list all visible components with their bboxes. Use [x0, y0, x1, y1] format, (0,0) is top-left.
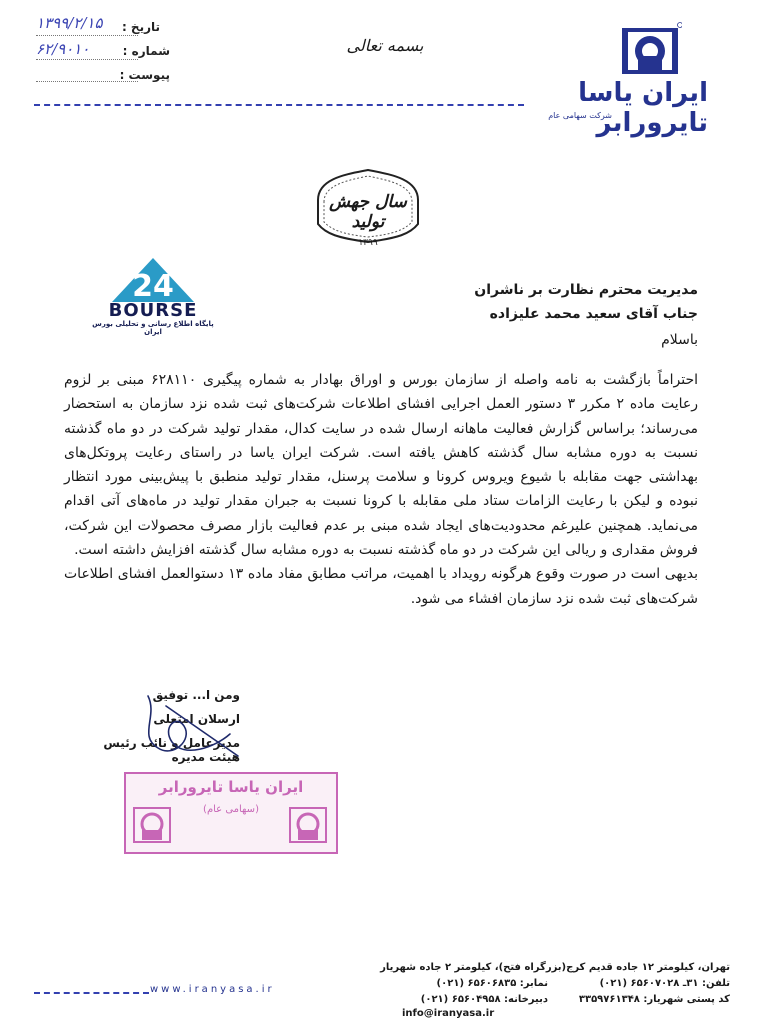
stamp-logo-left-icon [132, 806, 172, 844]
footer-fax: نمابر: ۶۵۶۰۶۸۳۵ (۰۲۱) [436, 978, 548, 989]
signer-name: ارسلان امتعلی [153, 712, 240, 726]
number-value: ۶۲/۹۰۱۰ [36, 40, 90, 58]
date-line [36, 34, 138, 36]
footer-phone: تلفن: ۳۱ـ ۶۵۶۰۷۰۲۸ (۰۲۱) [599, 978, 730, 989]
letter-body [64, 368, 698, 611]
bourse-tagline: پایگاه اطلاع رسانی و تحلیلی بورس ایران [92, 320, 214, 336]
emblem-text: سال جهش تولید [329, 192, 407, 232]
stamp-title: ایران یاسا تایرورابر [158, 778, 304, 796]
footer-email[interactable]: info@iranyasa.ir [402, 1008, 495, 1019]
footer-divider [34, 992, 149, 994]
date-label: تاریخ : [121, 20, 160, 34]
svg-text:24: 24 [132, 269, 174, 302]
footer-postal-code: کد پستی شهریار: ۳۳۵۹۷۶۱۳۴۸ [578, 994, 730, 1005]
bourse-name: BOURSE [108, 300, 198, 321]
signer-title: مدیرعامل و نائب رئیس هیئت مدیره [103, 736, 240, 764]
company-stamp [124, 772, 338, 854]
header-divider [34, 104, 524, 106]
handwritten-signature-icon [118, 686, 248, 766]
body-paragraph-1: احتراماً بازگشت به نامه واصله از سازمان بورس و اوراق بهادار به شماره پیگیری ۶۲۸۱۱۰ مبنی بر لزوم رعایت ماده ۲ مکرر ۳ دستور العمل اجرایی افشای اطلاعات شرکت‌های ثبت شده نزد سازمان به استحضار می‌رساند؛ براساس گزارش فعالیت ماهانه ارسال شده در سایت کدال، مقدار تولید شرکت در دو ماه گذشته نسبت به دوره مشابه سال گذشته کاهش یافته است. شرکت ایران یاسا در راستای رعایت پروتکل‌های بهداشتی جهت مقابله با شیوع ویروس کرونا و سلامت پرسنل، مقدار تولید منطبق با پیش‌بینی مورد انتظار نبوده و لیکن با رعایت الزامات ستاد ملی مقابله با کرونا نسبت به جبران مقدار تولید در ماه‌های آتی اقدام می‌نماید. همچنین علیرغم محدودیت‌های ایجاد شده مبنی بر عدم فعالیت بازار مصرف محصولات این شرکت، فروش مقداری و ریالی این شرکت در دو ماه گذشته نسبت به دوره مشابه سال گذشته افزایش داشته است. [64, 372, 698, 559]
attachment-label: پیوست : [119, 68, 170, 82]
number-label: شماره : [122, 44, 170, 58]
footer-address: تهران، کیلومتر ۱۲ جاده قدیم کرج(بزرگراه فتح)، کیلومتر ۲ جاده شهریار [380, 962, 730, 973]
number-line [36, 58, 138, 60]
date-value: ۱۳۹۹/۲/۱۵ [36, 14, 103, 32]
brand-subtitle: شرکت سهامی عام [548, 111, 612, 120]
addressee-line2: جناب آقای سعید محمد علیزاده [489, 306, 698, 322]
bourse-logo-icon [112, 258, 194, 302]
footer-secretariat: دبیرخانه: ۶۵۶۰۴۹۵۸ (۰۲۱) [420, 994, 548, 1005]
brand-name: ایران یاسا تایرورابر [578, 78, 708, 138]
stamp-subtitle: (سهامی عام) [203, 804, 259, 815]
iran-yasa-logo-icon [618, 22, 682, 78]
emblem-year: ۱۳۹۹ [358, 238, 378, 248]
closing-phrase: ومن ا... توفیق [152, 688, 240, 702]
body-paragraph-2: بدیهی است در صورت وقوع هرگونه رویداد با اهمیت، مراتب مطابق مفاد ماده ۱۳ دستوالعمل افشای اطلاعات شرکت‌های ثبت شده نزد سازمان افشاء می شود. [64, 566, 699, 607]
attachment-line [36, 80, 138, 82]
greeting: باسلام [661, 332, 698, 348]
addressee-line1: مدیریت محترم نظارت بر ناشران [474, 282, 698, 298]
basmala: بسمه تعالی [346, 36, 424, 55]
website-link[interactable]: www.iranyasa.ir [150, 984, 275, 995]
stamp-logo-right-icon [288, 806, 328, 844]
